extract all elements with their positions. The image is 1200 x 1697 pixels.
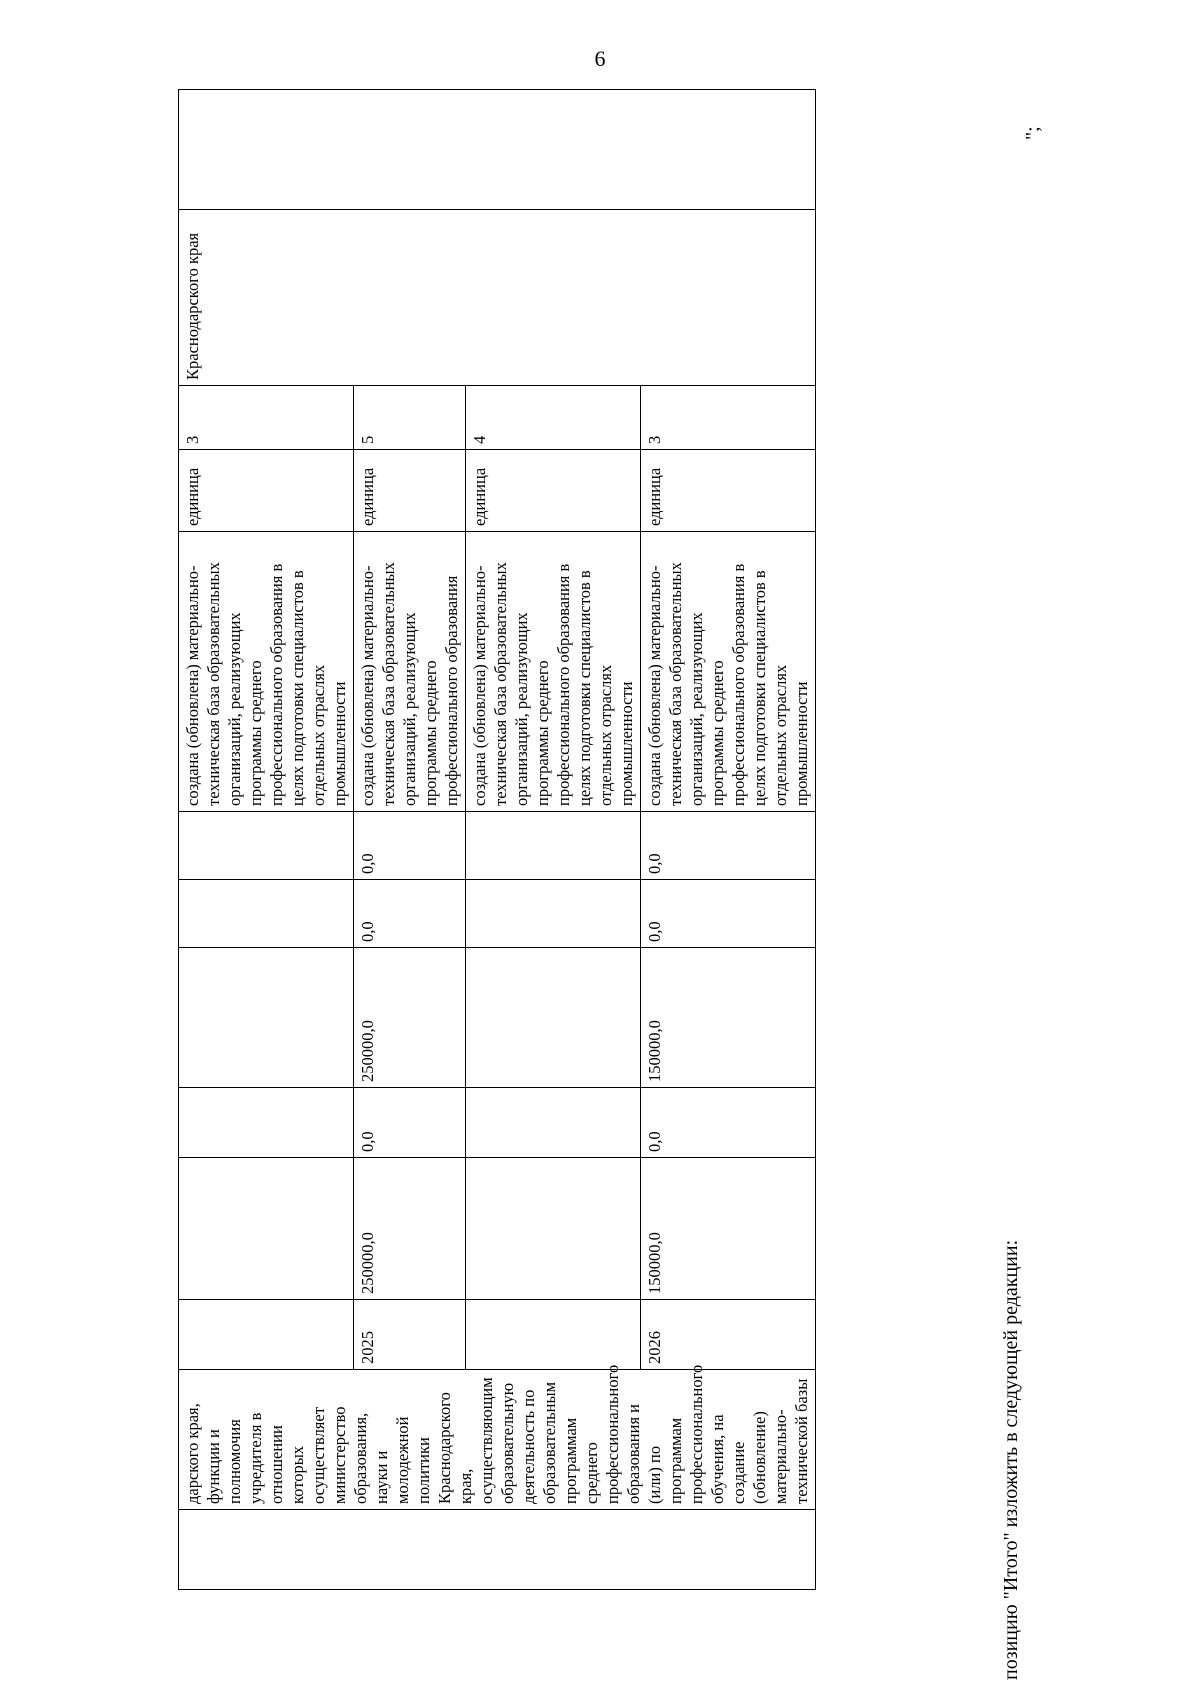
table-cell-unit: единица bbox=[179, 450, 354, 532]
table-cell-year: 2025 bbox=[354, 1300, 466, 1370]
table-cell-value: 150000,0 bbox=[641, 1158, 816, 1300]
table-cell-value bbox=[179, 880, 354, 948]
closing-quote-mark: "; bbox=[1022, 126, 1044, 140]
table-cell-value bbox=[179, 948, 354, 1088]
table-cell-value bbox=[179, 1088, 354, 1158]
table-cell-result: создана (обновлена) материально-техническая база образовательных организаций, реализующих программы среднего профессионального образования в целях подготовки специалистов в отдельных отраслях промышленности bbox=[179, 532, 354, 812]
table-cell-quantity: 3 bbox=[641, 386, 816, 450]
table-cell-value bbox=[466, 948, 641, 1088]
table-cell-result: создана (обновлена) материально-техническая база образовательных организаций, реализующих программы среднего профессионального образования в целях подготовки специалистов в отдельных отраслях промышленности bbox=[641, 532, 816, 812]
table-cell-value: 0,0 bbox=[354, 1088, 466, 1158]
table-cell-year: 2026 bbox=[641, 1300, 816, 1370]
table-cell-unit: единица bbox=[354, 450, 466, 532]
table-cell-unit: единица bbox=[641, 450, 816, 532]
table-cell-region: Краснодарского края bbox=[179, 210, 816, 386]
table-cell-quantity: 4 bbox=[466, 386, 641, 450]
table-cell-value: 0,0 bbox=[641, 880, 816, 948]
table-cell-year bbox=[179, 1300, 354, 1370]
table-cell-recipient: дарского края, функции и полномочия учредителя в отношении которых осуществляет министерство образования, науки и молодежной политики Краснодарского края, осуществляющим образовательную деятельность по образовательным программам среднего профессионального образования и (или) по программам профессионального обучения, на создание (обновление) материально-технической базы bbox=[179, 1370, 816, 1510]
table-cell-value: 150000,0 bbox=[641, 948, 816, 1088]
table-cell-year bbox=[466, 1300, 641, 1370]
table-cell-value bbox=[466, 1088, 641, 1158]
table-cell-unit: единица bbox=[466, 450, 641, 532]
table-cell-value: 0,0 bbox=[354, 880, 466, 948]
table-cell-value bbox=[466, 812, 641, 880]
table-cell-value: 0,0 bbox=[354, 812, 466, 880]
table-cell-value bbox=[466, 1158, 641, 1300]
table-cell-empty bbox=[179, 1510, 816, 1590]
table-row bbox=[179, 90, 354, 1590]
table-cell-value bbox=[179, 1158, 354, 1300]
table-cell-value bbox=[179, 812, 354, 880]
table-cell-result: создана (обновлена) материально-техническая база образовательных организаций, реализующих программы среднего профессионального образования в целях подготовки специалистов в отдельных отраслях промышленности bbox=[466, 532, 641, 812]
table-cell-value: 250000,0 bbox=[354, 1158, 466, 1300]
table-cell-value: 0,0 bbox=[641, 1088, 816, 1158]
table-cell-quantity: 3 bbox=[179, 386, 354, 450]
page-number: 6 bbox=[594, 46, 606, 71]
footer-instruction: позицию "Итого" изложить в следующей редакции: bbox=[1000, 1239, 1022, 1680]
table-cell-value: 0,0 bbox=[641, 812, 816, 880]
program-table bbox=[178, 89, 816, 1590]
rotated-table-container bbox=[178, 120, 1038, 1590]
table-cell-value bbox=[466, 880, 641, 948]
table-cell-value: 250000,0 bbox=[354, 948, 466, 1088]
table-cell-result: создана (обновлена) материально-техническая база образовательных организаций, реализующих программы среднего профессионального образования bbox=[354, 532, 466, 812]
table-cell-quantity: 5 bbox=[354, 386, 466, 450]
table-cell-empty bbox=[179, 90, 816, 210]
